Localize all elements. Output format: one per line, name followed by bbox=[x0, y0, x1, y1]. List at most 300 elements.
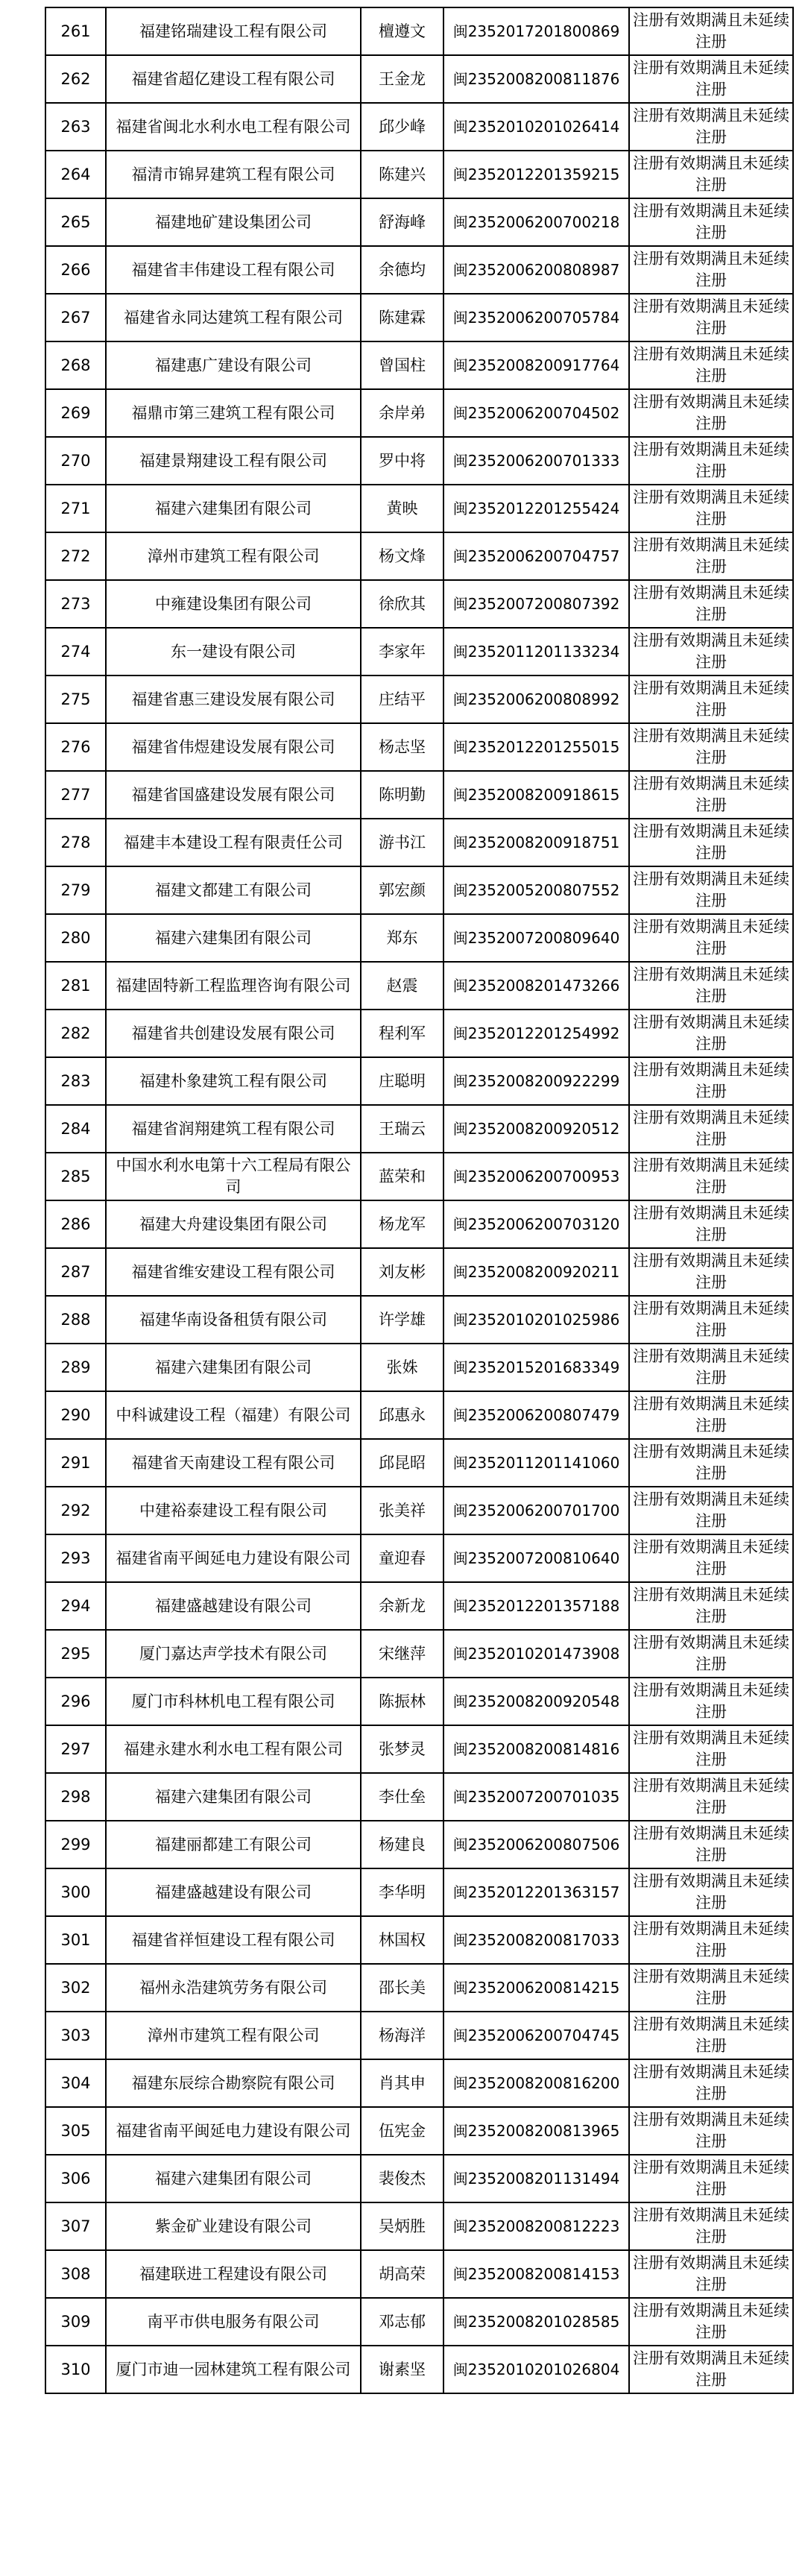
company-name: 福建朴象建筑工程有限公司 bbox=[106, 1057, 361, 1105]
row-number: 291 bbox=[45, 1439, 106, 1487]
registration-number: 闽2352017201800869 bbox=[443, 7, 629, 55]
row-number: 268 bbox=[45, 341, 106, 389]
company-name: 福建省维安建设工程有限公司 bbox=[106, 1248, 361, 1296]
table-row bbox=[45, 1487, 793, 1534]
row-number: 306 bbox=[45, 2155, 106, 2202]
registration-status: 注册有效期满且未延续注册 bbox=[629, 2012, 793, 2059]
company-name: 东一建设有限公司 bbox=[106, 628, 361, 676]
registration-status: 注册有效期满且未延续注册 bbox=[629, 1391, 793, 1439]
person-name: 游书江 bbox=[361, 819, 443, 866]
person-name: 肖其申 bbox=[361, 2059, 443, 2107]
table-row bbox=[45, 1678, 793, 1725]
person-name: 余岸弟 bbox=[361, 389, 443, 437]
registration-number: 闽2352012201363157 bbox=[443, 1868, 629, 1916]
person-name: 李华明 bbox=[361, 1868, 443, 1916]
registration-number: 闽2352005200807552 bbox=[443, 866, 629, 914]
row-number: 286 bbox=[45, 1200, 106, 1248]
registration-number: 闽2352008200817033 bbox=[443, 1916, 629, 1964]
registration-number: 闽2352012201357188 bbox=[443, 1582, 629, 1630]
registration-status: 注册有效期满且未延续注册 bbox=[629, 341, 793, 389]
registration-number: 闽2352011201141060 bbox=[443, 1439, 629, 1487]
company-name: 福建联进工程建设有限公司 bbox=[106, 2250, 361, 2298]
registration-status: 注册有效期满且未延续注册 bbox=[629, 628, 793, 676]
registration-number: 闽2352006200807506 bbox=[443, 1821, 629, 1868]
person-name: 杨海洋 bbox=[361, 2012, 443, 2059]
person-name: 刘友彬 bbox=[361, 1248, 443, 1296]
person-name: 邱惠永 bbox=[361, 1391, 443, 1439]
registration-number: 闽2352007200809640 bbox=[443, 914, 629, 962]
person-name: 蓝荣和 bbox=[361, 1153, 443, 1200]
company-name: 中国水利水电第十六工程局有限公司 bbox=[106, 1153, 361, 1200]
registration-status: 注册有效期满且未延续注册 bbox=[629, 294, 793, 341]
row-number: 296 bbox=[45, 1678, 106, 1725]
row-number: 279 bbox=[45, 866, 106, 914]
table-row bbox=[45, 532, 793, 580]
table-row bbox=[45, 103, 793, 151]
person-name: 许学雄 bbox=[361, 1296, 443, 1344]
company-name: 福州永浩建筑劳务有限公司 bbox=[106, 1964, 361, 2012]
company-name: 福建盛越建设有限公司 bbox=[106, 1582, 361, 1630]
company-name: 福建固特新工程监理咨询有限公司 bbox=[106, 962, 361, 1010]
table-row bbox=[45, 1153, 793, 1200]
person-name: 舒海峰 bbox=[361, 198, 443, 246]
company-name: 福建丰本建设工程有限责任公司 bbox=[106, 819, 361, 866]
person-name: 李仕垒 bbox=[361, 1773, 443, 1821]
company-name: 福建六建集团有限公司 bbox=[106, 485, 361, 532]
row-number: 299 bbox=[45, 1821, 106, 1868]
registration-status: 注册有效期满且未延续注册 bbox=[629, 1296, 793, 1344]
registration-number: 闽2352008200812223 bbox=[443, 2202, 629, 2250]
table-row bbox=[45, 2155, 793, 2202]
company-name: 福建东辰综合勘察院有限公司 bbox=[106, 2059, 361, 2107]
company-name: 福建省共创建设发展有限公司 bbox=[106, 1010, 361, 1057]
registration-number: 闽2352008200920512 bbox=[443, 1105, 629, 1153]
registration-number: 闽2352007200810640 bbox=[443, 1534, 629, 1582]
row-number: 261 bbox=[45, 7, 106, 55]
company-name: 福建省闽北水利水电工程有限公司 bbox=[106, 103, 361, 151]
registration-status: 注册有效期满且未延续注册 bbox=[629, 1773, 793, 1821]
table-row bbox=[45, 246, 793, 294]
person-name: 杨建良 bbox=[361, 1821, 443, 1868]
table-row bbox=[45, 628, 793, 676]
company-name: 福建省润翔建筑工程有限公司 bbox=[106, 1105, 361, 1153]
person-name: 赵震 bbox=[361, 962, 443, 1010]
person-name: 张美祥 bbox=[361, 1487, 443, 1534]
registration-status: 注册有效期满且未延续注册 bbox=[629, 1439, 793, 1487]
registration-status: 注册有效期满且未延续注册 bbox=[629, 1057, 793, 1105]
company-name: 紫金矿业建设有限公司 bbox=[106, 2202, 361, 2250]
registration-number: 闽2352006200700953 bbox=[443, 1153, 629, 1200]
registration-number: 闽2352008200814816 bbox=[443, 1725, 629, 1773]
registration-status: 注册有效期满且未延续注册 bbox=[629, 1582, 793, 1630]
table-row bbox=[45, 2107, 793, 2155]
registration-number: 闽2352012201255424 bbox=[443, 485, 629, 532]
row-number: 273 bbox=[45, 580, 106, 628]
table-row bbox=[45, 2012, 793, 2059]
table-row bbox=[45, 1296, 793, 1344]
company-name: 福建六建集团有限公司 bbox=[106, 2155, 361, 2202]
registration-status: 注册有效期满且未延续注册 bbox=[629, 485, 793, 532]
row-number: 303 bbox=[45, 2012, 106, 2059]
row-number: 288 bbox=[45, 1296, 106, 1344]
registration-number: 闽2352008200811876 bbox=[443, 55, 629, 103]
registration-status: 注册有效期满且未延续注册 bbox=[629, 7, 793, 55]
registration-status: 注册有效期满且未延续注册 bbox=[629, 1153, 793, 1200]
registration-status: 注册有效期满且未延续注册 bbox=[629, 198, 793, 246]
registration-status: 注册有效期满且未延续注册 bbox=[629, 1725, 793, 1773]
person-name: 吴炳胜 bbox=[361, 2202, 443, 2250]
person-name: 杨龙军 bbox=[361, 1200, 443, 1248]
person-name: 林国权 bbox=[361, 1916, 443, 1964]
table-row bbox=[45, 1057, 793, 1105]
company-name: 南平市供电服务有限公司 bbox=[106, 2298, 361, 2346]
person-name: 曾国柱 bbox=[361, 341, 443, 389]
registration-number: 闽2352012201255015 bbox=[443, 723, 629, 771]
row-number: 295 bbox=[45, 1630, 106, 1678]
company-name: 福建省南平闽延电力建设有限公司 bbox=[106, 2107, 361, 2155]
table-row bbox=[45, 389, 793, 437]
registration-status: 注册有效期满且未延续注册 bbox=[629, 1678, 793, 1725]
registration-status: 注册有效期满且未延续注册 bbox=[629, 1964, 793, 2012]
registration-status: 注册有效期满且未延续注册 bbox=[629, 1821, 793, 1868]
company-name: 厦门嘉达声学技术有限公司 bbox=[106, 1630, 361, 1678]
row-number: 307 bbox=[45, 2202, 106, 2250]
company-name: 福建省丰伟建设工程有限公司 bbox=[106, 246, 361, 294]
row-number: 282 bbox=[45, 1010, 106, 1057]
company-name: 福建盛越建设有限公司 bbox=[106, 1868, 361, 1916]
table-row bbox=[45, 437, 793, 485]
registration-number: 闽2352010201025986 bbox=[443, 1296, 629, 1344]
registration-status: 注册有效期满且未延续注册 bbox=[629, 2202, 793, 2250]
registration-number: 闽2352011201133234 bbox=[443, 628, 629, 676]
row-number: 277 bbox=[45, 771, 106, 819]
table-row bbox=[45, 962, 793, 1010]
person-name: 余德均 bbox=[361, 246, 443, 294]
row-number: 310 bbox=[45, 2346, 106, 2393]
registration-number: 闽2352006200700218 bbox=[443, 198, 629, 246]
row-number: 267 bbox=[45, 294, 106, 341]
person-name: 余新龙 bbox=[361, 1582, 443, 1630]
row-number: 298 bbox=[45, 1773, 106, 1821]
person-name: 程利军 bbox=[361, 1010, 443, 1057]
registration-number: 闽2352006200807479 bbox=[443, 1391, 629, 1439]
registration-status: 注册有效期满且未延续注册 bbox=[629, 771, 793, 819]
person-name: 杨文烽 bbox=[361, 532, 443, 580]
person-name: 张梦灵 bbox=[361, 1725, 443, 1773]
table-row bbox=[45, 1630, 793, 1678]
table-row bbox=[45, 771, 793, 819]
table-row bbox=[45, 2250, 793, 2298]
table-row bbox=[45, 723, 793, 771]
company-name: 福建省天南建设工程有限公司 bbox=[106, 1439, 361, 1487]
table-row bbox=[45, 676, 793, 723]
registration-number: 闽2352007200807392 bbox=[443, 580, 629, 628]
company-name: 福建华南设备租赁有限公司 bbox=[106, 1296, 361, 1344]
registration-number: 闽2352008200813965 bbox=[443, 2107, 629, 2155]
table-row bbox=[45, 866, 793, 914]
registration-status: 注册有效期满且未延续注册 bbox=[629, 55, 793, 103]
company-name: 福建永建水利水电工程有限公司 bbox=[106, 1725, 361, 1773]
table-row bbox=[45, 1964, 793, 2012]
row-number: 301 bbox=[45, 1916, 106, 1964]
registration-status: 注册有效期满且未延续注册 bbox=[629, 246, 793, 294]
company-name: 厦门市科林机电工程有限公司 bbox=[106, 1678, 361, 1725]
registration-number: 闽2352006200808992 bbox=[443, 676, 629, 723]
registration-status: 注册有效期满且未延续注册 bbox=[629, 2107, 793, 2155]
table-row bbox=[45, 2059, 793, 2107]
row-number: 287 bbox=[45, 1248, 106, 1296]
registration-status: 注册有效期满且未延续注册 bbox=[629, 914, 793, 962]
registration-status: 注册有效期满且未延续注册 bbox=[629, 151, 793, 198]
table-row bbox=[45, 1582, 793, 1630]
registration-number: 闽2352015201683349 bbox=[443, 1344, 629, 1391]
registration-status: 注册有效期满且未延续注册 bbox=[629, 2250, 793, 2298]
registration-number: 闽2352006200701333 bbox=[443, 437, 629, 485]
registration-status: 注册有效期满且未延续注册 bbox=[629, 1248, 793, 1296]
company-name: 漳州市建筑工程有限公司 bbox=[106, 2012, 361, 2059]
registration-number: 闽2352010201026414 bbox=[443, 103, 629, 151]
person-name: 胡高荣 bbox=[361, 2250, 443, 2298]
table-row bbox=[45, 2298, 793, 2346]
person-name: 罗中将 bbox=[361, 437, 443, 485]
registration-number: 闽2352012201254992 bbox=[443, 1010, 629, 1057]
company-name: 福建六建集团有限公司 bbox=[106, 1344, 361, 1391]
registration-status: 注册有效期满且未延续注册 bbox=[629, 1010, 793, 1057]
table-row bbox=[45, 7, 793, 55]
table-row bbox=[45, 55, 793, 103]
table-row bbox=[45, 1534, 793, 1582]
row-number: 293 bbox=[45, 1534, 106, 1582]
person-name: 徐欣其 bbox=[361, 580, 443, 628]
person-name: 邵长美 bbox=[361, 1964, 443, 2012]
table-row bbox=[45, 294, 793, 341]
registration-number: 闽2352006200701700 bbox=[443, 1487, 629, 1534]
table-row bbox=[45, 1868, 793, 1916]
registration-number: 闽2352008201131494 bbox=[443, 2155, 629, 2202]
person-name: 檀遵文 bbox=[361, 7, 443, 55]
row-number: 305 bbox=[45, 2107, 106, 2155]
company-name: 福建六建集团有限公司 bbox=[106, 914, 361, 962]
registration-status: 注册有效期满且未延续注册 bbox=[629, 676, 793, 723]
registration-number: 闽2352007200701035 bbox=[443, 1773, 629, 1821]
registration-number: 闽2352006200705784 bbox=[443, 294, 629, 341]
registration-status: 注册有效期满且未延续注册 bbox=[629, 1200, 793, 1248]
registration-number: 闽2352006200703120 bbox=[443, 1200, 629, 1248]
row-number: 300 bbox=[45, 1868, 106, 1916]
company-name: 福建大舟建设集团有限公司 bbox=[106, 1200, 361, 1248]
table-row bbox=[45, 819, 793, 866]
company-name: 福建省国盛建设发展有限公司 bbox=[106, 771, 361, 819]
row-number: 269 bbox=[45, 389, 106, 437]
row-number: 289 bbox=[45, 1344, 106, 1391]
person-name: 张姝 bbox=[361, 1344, 443, 1391]
table-row bbox=[45, 1391, 793, 1439]
row-number: 270 bbox=[45, 437, 106, 485]
person-name: 庄结平 bbox=[361, 676, 443, 723]
row-number: 280 bbox=[45, 914, 106, 962]
table-row bbox=[45, 2346, 793, 2393]
registration-number: 闽2352008200917764 bbox=[443, 341, 629, 389]
company-name: 福建省超亿建设工程有限公司 bbox=[106, 55, 361, 103]
registration-number: 闽2352008201028585 bbox=[443, 2298, 629, 2346]
company-name: 福建景翔建设工程有限公司 bbox=[106, 437, 361, 485]
company-name: 福建六建集团有限公司 bbox=[106, 1773, 361, 1821]
person-name: 庄聪明 bbox=[361, 1057, 443, 1105]
person-name: 陈明勤 bbox=[361, 771, 443, 819]
person-name: 黄映 bbox=[361, 485, 443, 532]
row-number: 292 bbox=[45, 1487, 106, 1534]
registration-number: 闽2352006200814215 bbox=[443, 1964, 629, 2012]
row-number: 283 bbox=[45, 1057, 106, 1105]
registration-status: 注册有效期满且未延续注册 bbox=[629, 1487, 793, 1534]
registration-number: 闽2352008200816200 bbox=[443, 2059, 629, 2107]
registration-number: 闽2352008200920211 bbox=[443, 1248, 629, 1296]
row-number: 271 bbox=[45, 485, 106, 532]
row-number: 294 bbox=[45, 1582, 106, 1630]
row-number: 278 bbox=[45, 819, 106, 866]
person-name: 童迎春 bbox=[361, 1534, 443, 1582]
person-name: 邓志郁 bbox=[361, 2298, 443, 2346]
table-row bbox=[45, 1821, 793, 1868]
registration-number: 闽2352008200922299 bbox=[443, 1057, 629, 1105]
company-name: 福建铭瑞建设工程有限公司 bbox=[106, 7, 361, 55]
person-name: 邱少峰 bbox=[361, 103, 443, 151]
registration-status: 注册有效期满且未延续注册 bbox=[629, 2346, 793, 2393]
registration-status: 注册有效期满且未延续注册 bbox=[629, 723, 793, 771]
person-name: 陈建兴 bbox=[361, 151, 443, 198]
company-name: 厦门市迪一园林建筑工程有限公司 bbox=[106, 2346, 361, 2393]
company-name: 福建丽都建工有限公司 bbox=[106, 1821, 361, 1868]
company-name: 中建裕泰建设工程有限公司 bbox=[106, 1487, 361, 1534]
registration-status: 注册有效期满且未延续注册 bbox=[629, 1105, 793, 1153]
row-number: 302 bbox=[45, 1964, 106, 2012]
registration-status: 注册有效期满且未延续注册 bbox=[629, 2059, 793, 2107]
person-name: 王金龙 bbox=[361, 55, 443, 103]
row-number: 266 bbox=[45, 246, 106, 294]
table-row bbox=[45, 1010, 793, 1057]
company-name: 福建省伟煜建设发展有限公司 bbox=[106, 723, 361, 771]
row-number: 308 bbox=[45, 2250, 106, 2298]
registration-number: 闽2352008200920548 bbox=[443, 1678, 629, 1725]
row-number: 264 bbox=[45, 151, 106, 198]
registration-number: 闽2352012201359215 bbox=[443, 151, 629, 198]
registration-status: 注册有效期满且未延续注册 bbox=[629, 1868, 793, 1916]
registration-number: 闽2352006200704745 bbox=[443, 2012, 629, 2059]
company-name: 福建省惠三建设发展有限公司 bbox=[106, 676, 361, 723]
person-name: 裴俊杰 bbox=[361, 2155, 443, 2202]
registration-status: 注册有效期满且未延续注册 bbox=[629, 866, 793, 914]
row-number: 309 bbox=[45, 2298, 106, 2346]
registration-status: 注册有效期满且未延续注册 bbox=[629, 1344, 793, 1391]
registration-status: 注册有效期满且未延续注册 bbox=[629, 819, 793, 866]
company-name: 漳州市建筑工程有限公司 bbox=[106, 532, 361, 580]
table-row bbox=[45, 341, 793, 389]
company-name: 福建省南平闽延电力建设有限公司 bbox=[106, 1534, 361, 1582]
registration-number: 闽2352006200808987 bbox=[443, 246, 629, 294]
person-name: 郭宏颜 bbox=[361, 866, 443, 914]
registration-status: 注册有效期满且未延续注册 bbox=[629, 437, 793, 485]
registration-number: 闽2352008201473266 bbox=[443, 962, 629, 1010]
row-number: 262 bbox=[45, 55, 106, 103]
row-number: 304 bbox=[45, 2059, 106, 2107]
registration-status: 注册有效期满且未延续注册 bbox=[629, 1534, 793, 1582]
table-row bbox=[45, 914, 793, 962]
company-name: 福建地矿建设集团公司 bbox=[106, 198, 361, 246]
registration-number: 闽2352006200704502 bbox=[443, 389, 629, 437]
company-name: 福建惠广建设有限公司 bbox=[106, 341, 361, 389]
registration-status: 注册有效期满且未延续注册 bbox=[629, 103, 793, 151]
registration-number: 闽2352010201473908 bbox=[443, 1630, 629, 1678]
person-name: 郑东 bbox=[361, 914, 443, 962]
row-number: 275 bbox=[45, 676, 106, 723]
registration-status: 注册有效期满且未延续注册 bbox=[629, 962, 793, 1010]
row-number: 284 bbox=[45, 1105, 106, 1153]
table-row bbox=[45, 1916, 793, 1964]
table-row bbox=[45, 1105, 793, 1153]
registration-table bbox=[45, 7, 794, 2394]
table-row bbox=[45, 151, 793, 198]
company-name: 中雍建设集团有限公司 bbox=[106, 580, 361, 628]
registration-status: 注册有效期满且未延续注册 bbox=[629, 389, 793, 437]
registration-status: 注册有效期满且未延续注册 bbox=[629, 580, 793, 628]
row-number: 272 bbox=[45, 532, 106, 580]
person-name: 陈建霖 bbox=[361, 294, 443, 341]
registration-status: 注册有效期满且未延续注册 bbox=[629, 2155, 793, 2202]
table-row bbox=[45, 1248, 793, 1296]
table-row bbox=[45, 1439, 793, 1487]
registration-number: 闽2352008200814153 bbox=[443, 2250, 629, 2298]
row-number: 281 bbox=[45, 962, 106, 1010]
registration-status: 注册有效期满且未延续注册 bbox=[629, 1630, 793, 1678]
registration-number: 闽2352006200704757 bbox=[443, 532, 629, 580]
row-number: 290 bbox=[45, 1391, 106, 1439]
row-number: 263 bbox=[45, 103, 106, 151]
company-name: 中科诚建设工程（福建）有限公司 bbox=[106, 1391, 361, 1439]
registration-status: 注册有效期满且未延续注册 bbox=[629, 532, 793, 580]
row-number: 274 bbox=[45, 628, 106, 676]
registration-status: 注册有效期满且未延续注册 bbox=[629, 2298, 793, 2346]
row-number: 276 bbox=[45, 723, 106, 771]
table-row bbox=[45, 1344, 793, 1391]
company-name: 福清市锦昇建筑工程有限公司 bbox=[106, 151, 361, 198]
person-name: 陈振林 bbox=[361, 1678, 443, 1725]
person-name: 邱昆昭 bbox=[361, 1439, 443, 1487]
person-name: 李家年 bbox=[361, 628, 443, 676]
registration-table-body bbox=[45, 7, 793, 2393]
company-name: 福建省永同达建筑工程有限公司 bbox=[106, 294, 361, 341]
company-name: 福建文都建工有限公司 bbox=[106, 866, 361, 914]
row-number: 285 bbox=[45, 1153, 106, 1200]
person-name: 王瑞云 bbox=[361, 1105, 443, 1153]
person-name: 杨志坚 bbox=[361, 723, 443, 771]
registration-number: 闽2352008200918615 bbox=[443, 771, 629, 819]
row-number: 297 bbox=[45, 1725, 106, 1773]
person-name: 谢素坚 bbox=[361, 2346, 443, 2393]
registration-status: 注册有效期满且未延续注册 bbox=[629, 1916, 793, 1964]
table-row bbox=[45, 1725, 793, 1773]
company-name: 福建省祥恒建设工程有限公司 bbox=[106, 1916, 361, 1964]
table-row bbox=[45, 485, 793, 532]
table-row bbox=[45, 580, 793, 628]
table-row bbox=[45, 198, 793, 246]
row-number: 265 bbox=[45, 198, 106, 246]
person-name: 宋继萍 bbox=[361, 1630, 443, 1678]
person-name: 伍宪金 bbox=[361, 2107, 443, 2155]
table-row bbox=[45, 1200, 793, 1248]
registration-number: 闽2352010201026804 bbox=[443, 2346, 629, 2393]
table-row bbox=[45, 1773, 793, 1821]
table-row bbox=[45, 2202, 793, 2250]
